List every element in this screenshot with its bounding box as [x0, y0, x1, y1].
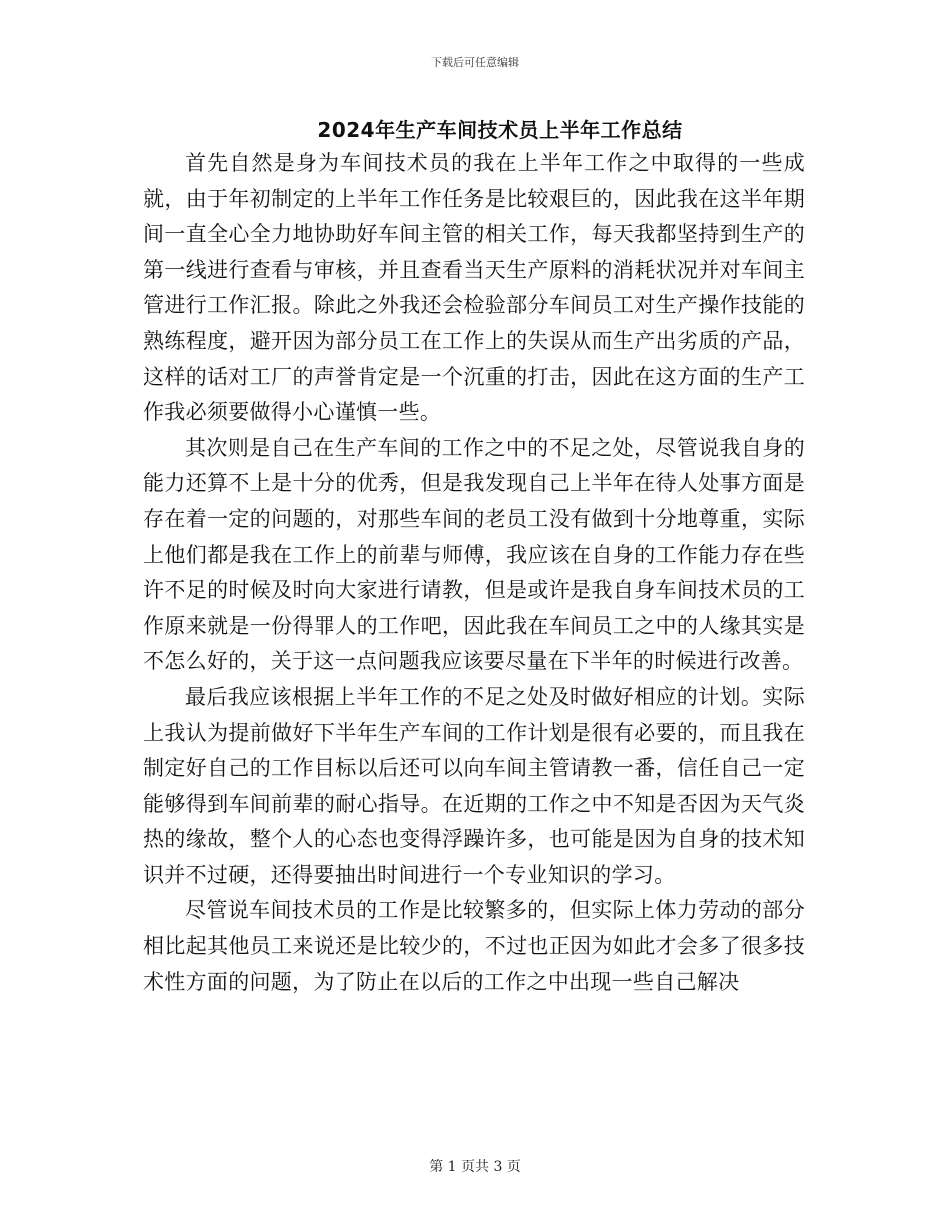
paragraph-2: 其次则是自己在生产车间的工作之中的不足之处，尽管说我自身的能力还算不上是十分的优秀，但是我发现自己上半年在待人处事方面是存在着一定的问题的，对那些车间的老员工没有做到十分地尊重，实际上他们都是我在工作上的前辈与师傅，我应该在自身的工作能力存在些许不足的时候及时向大家进行请教，但是或许是我自身车间技术员的工作原来就是一份得罪人的工作吧，因此我在车间员工之中的人缘其实是不怎么好的，关于这一点问题我应该要尽量在下半年的时候进行改善。: [143, 435, 805, 674]
document-title: 2024年生产车间技术员上半年工作总结: [317, 118, 683, 142]
paragraph-1: 首先自然是身为车间技术员的我在上半年工作之中取得的一些成就，由于年初制定的上半年工作任务是比较艰巨的，因此我在这半年期间一直全心全力地协助好车间主管的相关工作，每天我都坚持到生产的第一线进行查看与审核，并且查看当天生产原料的消耗状况并对车间主管进行工作汇报。除此之外我还会检验部分车间员工对生产操作技能的熟练程度，避开因为部分员工在工作上的失误从而生产出劣质的产品，这样的话对工厂的声誉肯定是一个沉重的打击，因此在这方面的生产工作我必须要做得小心谨慎一些。: [143, 151, 805, 425]
paragraph-3: 最后我应该根据上半年工作的不足之处及时做好相应的计划。实际上我认为提前做好下半年生产车间的工作计划是很有必要的，而且我在制定好自己的工作目标以后还可以向车间主管请教一番，信任自己一定能够得到车间前辈的耐心指导。在近期的工作之中不知是否因为天气炎热的缘故，整个人的心态也变得浮躁许多，也可能是因为自身的技术知识并不过硬，还得要抽出时间进行一个专业知识的学习。: [143, 684, 805, 887]
header-note: 下载后可任意编辑: [431, 56, 519, 69]
document-body: [143, 146, 805, 1000]
paragraph-4: 尽管说车间技术员的工作是比较繁多的，但实际上体力劳动的部分相比起其他员工来说还是比较少的，不过也正因为如此才会多了很多技术性方面的问题，为了防止在以后的工作之中出现一些自己解决: [143, 898, 805, 994]
page-footer: 第 1 页共 3 页: [429, 1159, 521, 1175]
